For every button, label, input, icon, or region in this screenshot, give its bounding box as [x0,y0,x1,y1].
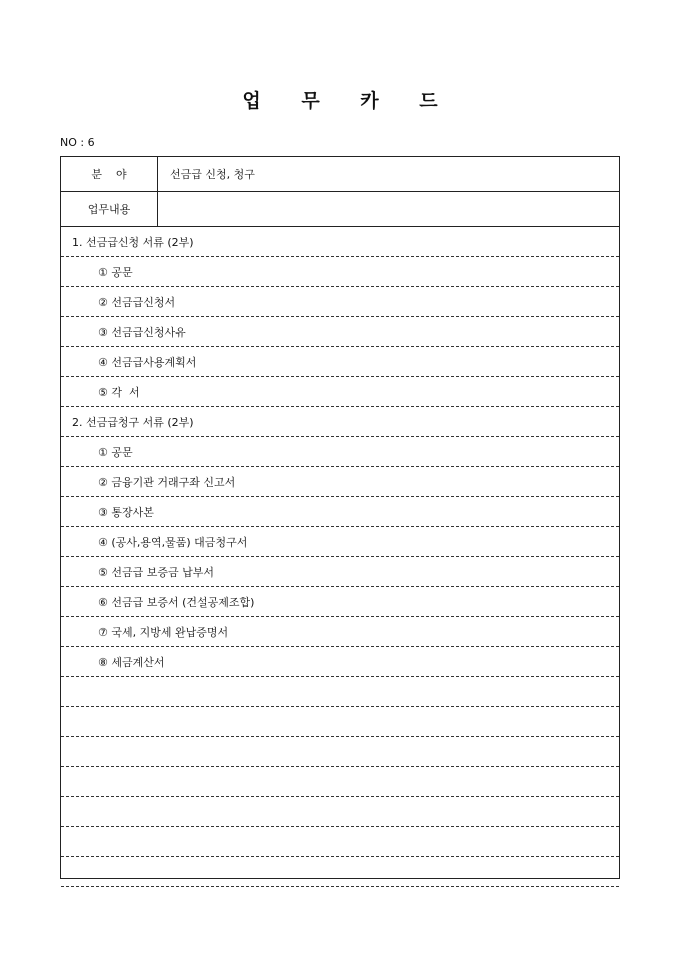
list-item: ③ 통장사본 [61,497,619,527]
field-row [61,157,619,192]
list-item: ⑦ 국세, 지방세 완납증명서 [61,617,619,647]
blank-line [61,857,619,887]
list-item: ⑤ 선금급 보증금 납부서 [61,557,619,587]
list-item: ④ (공사,용역,물품) 대금청구서 [61,527,619,557]
blank-line [61,707,619,737]
field-value: 선금급 신청, 청구 [170,168,255,181]
list-item: 2. 선금급청구 서류 (2부) [61,407,619,437]
work-card [60,156,620,879]
list-item: ⑥ 선금급 보증서 (건설공제조합) [61,587,619,617]
list-item: ⑧ 세금계산서 [61,647,619,677]
document-title: 업 무 카 드 [242,90,455,112]
list-item: ① 공문 [61,257,619,287]
content-row [61,192,619,227]
content-lines [61,227,619,916]
blank-line [61,737,619,767]
blank-line [61,827,619,857]
list-item: ⑤ 각 서 [61,377,619,407]
blank-line [61,887,619,916]
field-label: 분 야 [61,157,158,191]
list-item: 1. 선금급신청 서류 (2부) [61,227,619,257]
list-item: ③ 선금급신청사유 [61,317,619,347]
blank-line [61,677,619,707]
card-number: NO : 6 [60,136,95,149]
list-item: ② 금융기관 거래구좌 신고서 [61,467,619,497]
content-label: 업무내용 [61,192,158,226]
list-item: ④ 선금급사용계획서 [61,347,619,377]
list-item: ① 공문 [61,437,619,467]
list-item: ② 선금급신청서 [61,287,619,317]
blank-line [61,797,619,827]
blank-line [61,767,619,797]
